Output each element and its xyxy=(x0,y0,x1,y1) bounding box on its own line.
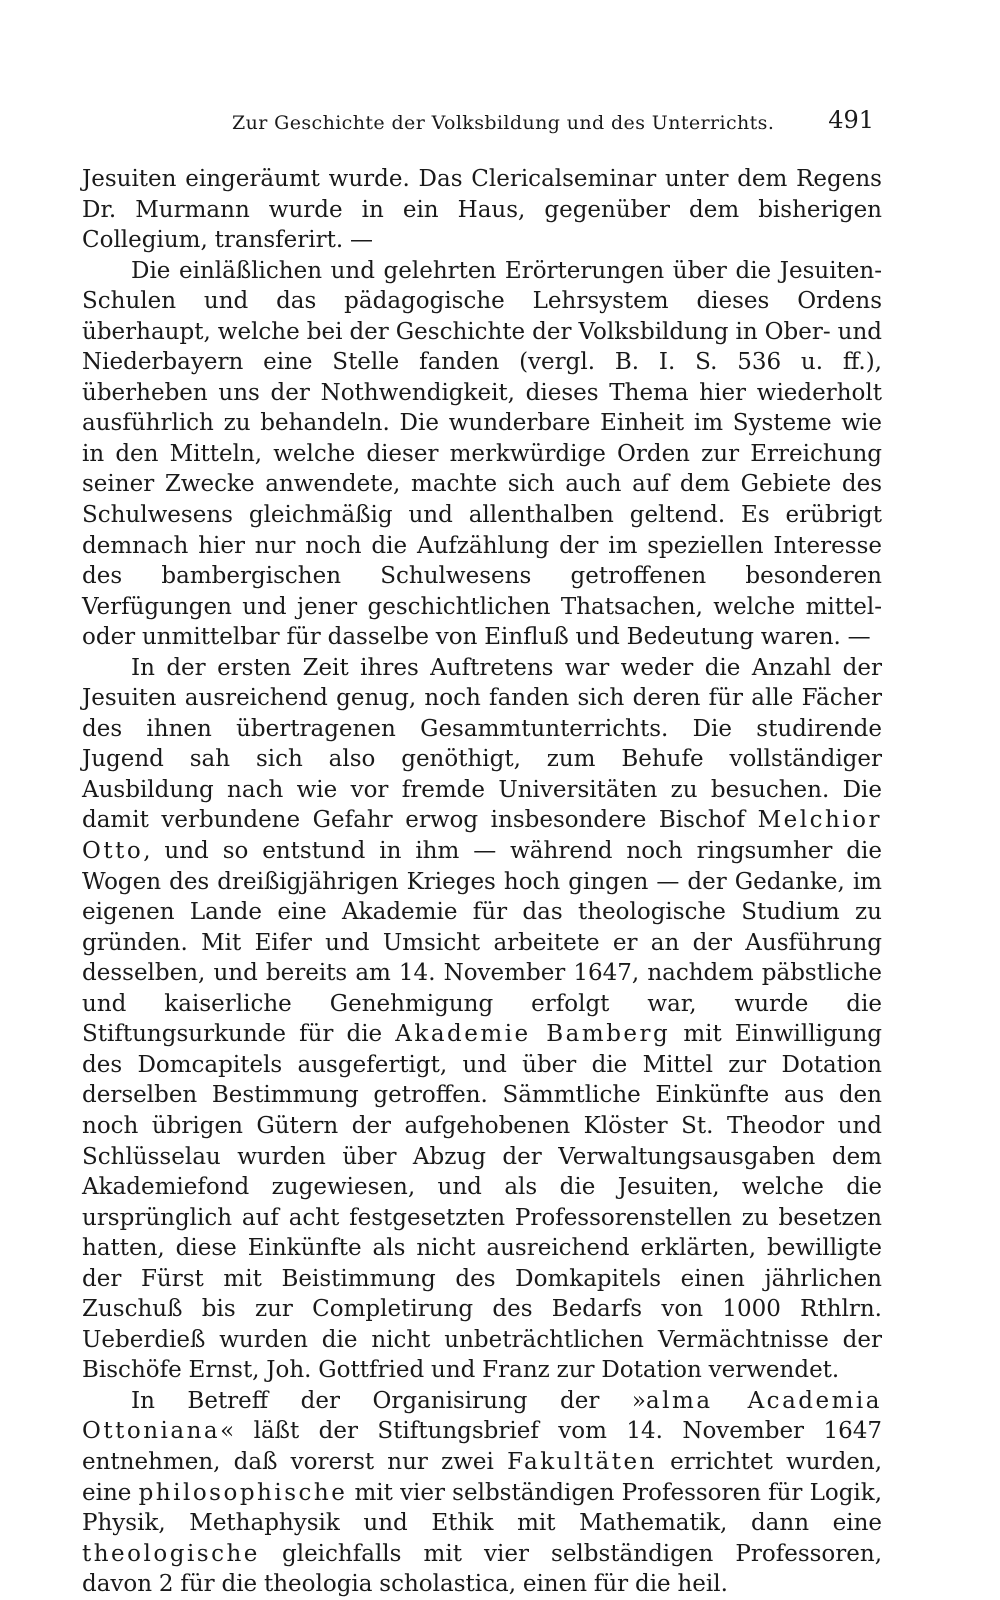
paragraph-4 xyxy=(82,1386,882,1600)
paragraph-4-text-d: mit vier selbständigen Professoren für Logik, Physik, Methaphysik und Ethik mit Mathematik, dann eine xyxy=(82,1479,883,1537)
page-number: 491 xyxy=(828,106,874,134)
running-title: Zur Geschichte der Volksbildung und des Unterrichts. xyxy=(232,112,775,134)
spaced-philosophische: philosophische xyxy=(138,1479,348,1506)
paragraph-3-text-c: mit Einwilligung des Domcapitels ausgefertigt, und über die Mittel zur Dotation derselben Bestimmung getroffen. Sämmtliche Einkünfte aus den noch übrigen Gütern der aufgehobenen Klöster St. Theodor und Schlüsselau wurden über Abzug der Verwaltungsausgaben dem Akademiefond zugewiesen, und als die Jesuiten, welche die ursprünglich auf acht festgesetzten Professorenstellen zu besetzen hatten, diese Einkünfte als nicht ausreichend erklärten, bewilligte der Fürst mit Beistimmung des Domkapitels einen jährlichen Zuschuß bis zur Completirung des Bedarfs von 1000 Rthlrn. Ueberdieß wurden die nicht unbeträchtlichen Vermächtnisse der Bischöfe Ernst, Joh. Gottfried und Franz zur Dotation verwendet. xyxy=(82,1021,883,1384)
spaced-akademie-bamberg: Akademie Bamberg xyxy=(395,1021,671,1048)
paragraph-3-text-b: , und so entstund in ihm — während noch ringsumher die Wogen des dreißigjährigen Krieges hoch gingen — der Gedanke, im eigenen Lande eine Akademie für das theologische Studium zu gründen. Mit Eifer und Umsicht arbeitete er an der Ausführung desselben, und bereits am 14. November 1647, nachdem päbstliche und kaiserliche Genehmigung erfolgt war, wurde die Stiftungsurkunde für die xyxy=(82,838,882,1048)
paragraph-4-text-b: « läßt der Stiftungsbrief vom 14. November 1647 entnehmen, daß vorerst nur zwei xyxy=(82,1418,882,1475)
paragraph-2: Die einläßlichen und gelehrten Erörterungen über die Jesuiten-Schulen und das pädagogische Lehrsystem dieses Ordens überhaupt, welche bei der Geschichte der Volksbildung in Ober- und Niederbayern eine Stelle fanden (vergl. B. I. S. 536 u. ff.), überheben uns der Nothwendigkeit, dieses Thema hier wiederholt ausführlich zu behandeln. Die wunderbare Einheit im Systeme wie in den Mitteln, welche dieser merkwürdige Orden zur Erreichung seiner Zwecke anwendete, machte sich auch auf dem Gebiete des Schulwesens gleichmäßig und allenthalben geltend. Es erübrigt demnach hier nur noch die Aufzählung der im speziellen Interesse des bambergischen Schulwesens getroffenen besonderen Verfügungen und jener geschichtlichen Thatsachen, welche mittel- oder unmittelbar für dasselbe von Einfluß und Bedeutung waren. — xyxy=(82,257,882,651)
spaced-alma-academia-ottoniana: alma Academia Ottoniana xyxy=(82,1387,882,1445)
spaced-theologische: theologische xyxy=(82,1540,260,1567)
paragraph-4-text-a: In Betreff der Organisirung der » xyxy=(131,1387,646,1414)
spaced-fakultaeten: Fakultäten xyxy=(507,1448,657,1475)
body-text xyxy=(82,164,882,1600)
paragraph-3-text-a: In der ersten Zeit ihres Auftretens war weder die Anzahl der Jesuiten ausreichend genug, noch fanden sich deren für alle Fächer des ihnen übertragenen Gesammtunterrichts. Die studirende Jugend sah sich also genöthigt, zum Behufe vollständiger Ausbildung nach wie vor fremde Universitäten zu besuchen. Die damit verbundene Gefahr erwog insbesondere Bischof xyxy=(82,654,882,834)
book-page xyxy=(82,100,882,1600)
running-head xyxy=(82,100,882,144)
paragraph-4-text-c: errichtet wurden, eine xyxy=(82,1448,883,1506)
paragraph-1: Jesuiten eingeräumt wurde. Das Clericalseminar unter dem Regens Dr. Murmann wurde in ein Haus, gegenüber dem bisherigen Collegium, transferirt. — xyxy=(82,166,882,254)
spaced-name-melchior-otto: Melchior Otto xyxy=(82,807,883,865)
paragraph-3 xyxy=(82,653,882,1386)
paragraph-4-text-e: gleichfalls mit vier selbständigen Professoren, davon 2 für die theologia scholastica, einen für die heil. xyxy=(82,1540,883,1598)
